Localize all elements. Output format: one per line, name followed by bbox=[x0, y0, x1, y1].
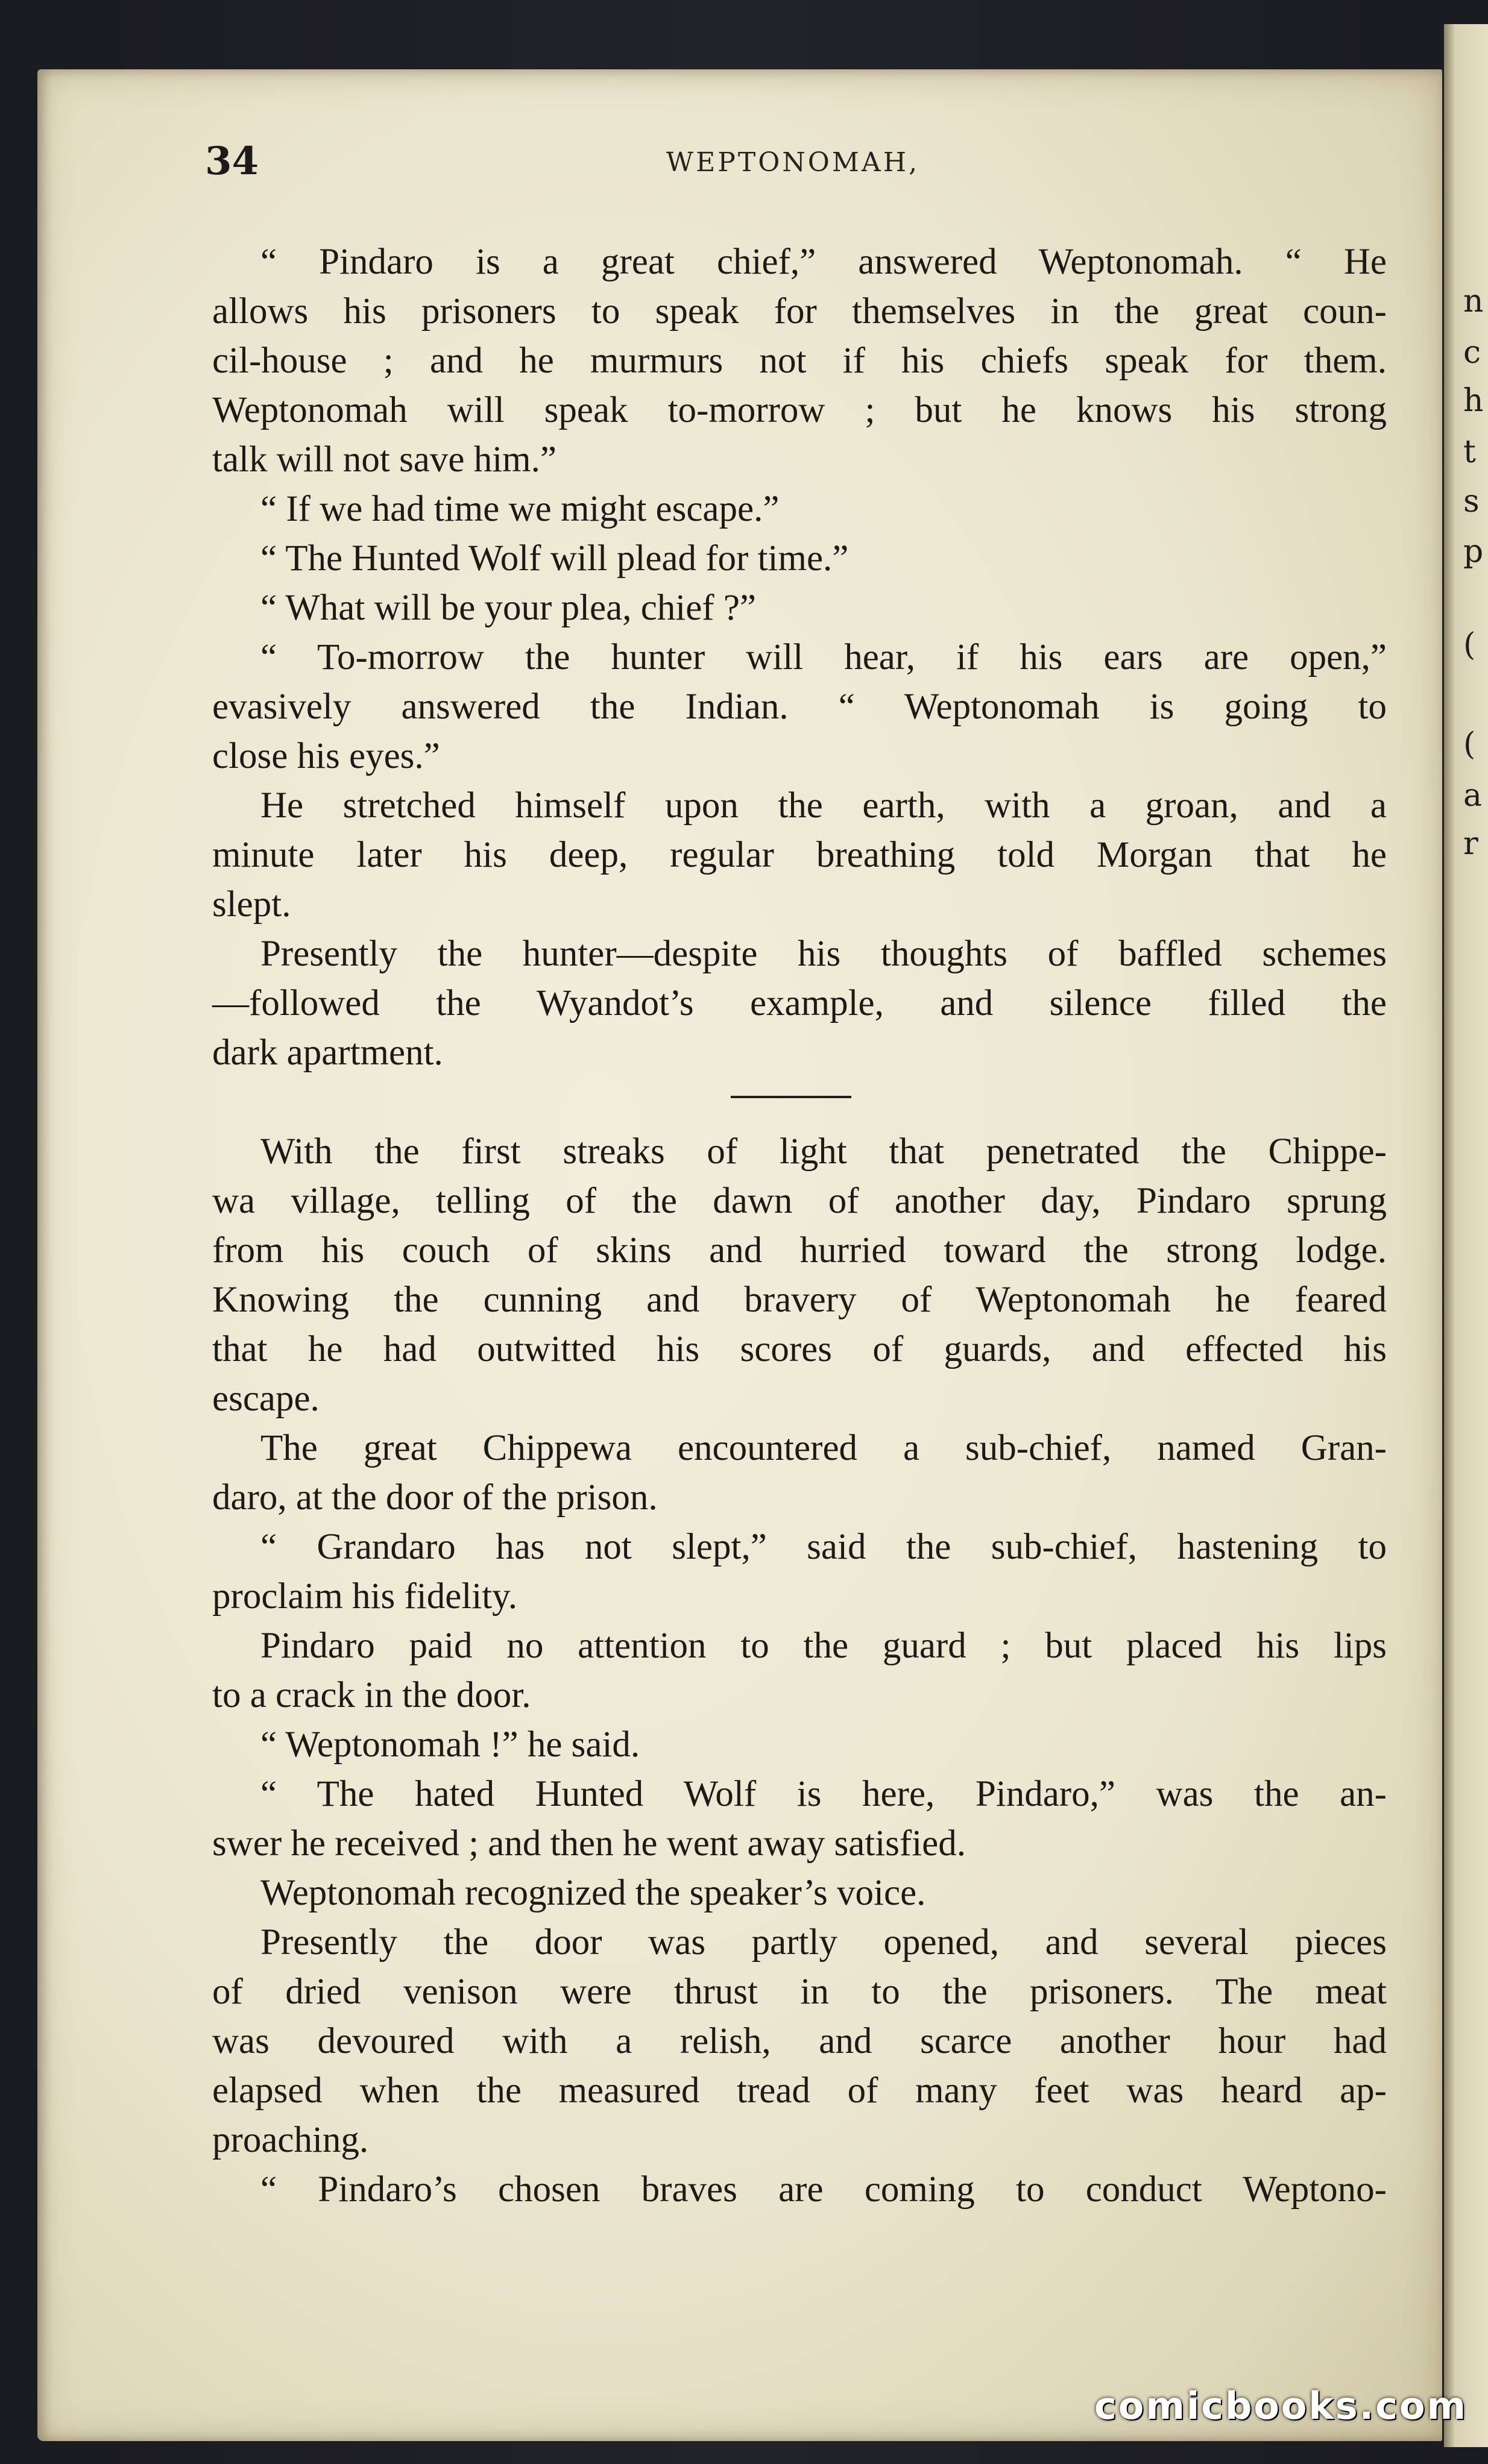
page-header bbox=[205, 139, 1381, 193]
page-number: 34 bbox=[205, 139, 259, 184]
running-head: WEPTONOMAH, bbox=[666, 147, 920, 178]
text-line: that he had outwitted his scores of guards, and effected his bbox=[212, 1329, 1387, 1369]
text-line: The great Chippewa encountered a sub-chief, named Gran- bbox=[260, 1428, 1387, 1468]
text-line: Weptonomah recognized the speaker’s voice. bbox=[260, 1873, 926, 1913]
text-line: elapsed when the measured tread of many feet was heard ap- bbox=[212, 2070, 1387, 2111]
text-line: talk will not save him.” bbox=[212, 439, 556, 480]
text-line: minute later his deep, regular breathing told Morgan that he bbox=[212, 835, 1387, 875]
text-line: “ Pindaro is a great chief,” answered Weptonomah. “ He bbox=[260, 242, 1387, 282]
text-line: evasively answered the Indian. “ Weptonomah is going to bbox=[212, 687, 1387, 727]
facing-page-fragment: h bbox=[1463, 383, 1484, 419]
text-line: “ Weptonomah !” he said. bbox=[260, 1724, 640, 1765]
facing-page-fragment: ( bbox=[1463, 726, 1476, 762]
text-line: “ The hated Hunted Wolf is here, Pindaro,” was the an- bbox=[260, 1774, 1387, 1814]
text-line: Weptonomah will speak to-morrow ; but he knows his strong bbox=[212, 390, 1387, 430]
text-line: “ Grandaro has not slept,” said the sub-chief, hastening to bbox=[260, 1527, 1387, 1567]
text-line: “ Pindaro’s chosen braves are coming to conduct Weptono- bbox=[260, 2169, 1387, 2210]
section-divider-row bbox=[212, 1078, 1387, 1127]
text-line: wa village, telling of the dawn of another day, Pindaro sprung bbox=[212, 1181, 1387, 1221]
text-line: dark apartment. bbox=[212, 1032, 443, 1073]
text-line: He stretched himself upon the earth, with a groan, and a bbox=[260, 785, 1387, 826]
facing-page-fragment: c bbox=[1463, 335, 1481, 371]
text-line: “ What will be your plea, chief ?” bbox=[260, 588, 757, 628]
text-line: from his couch of skins and hurried toward the strong lodge. bbox=[212, 1230, 1387, 1271]
text-line: daro, at the door of the prison. bbox=[212, 1477, 658, 1518]
facing-page-fragment: n bbox=[1463, 283, 1484, 319]
text-line: to a crack in the door. bbox=[212, 1675, 531, 1715]
facing-page-fragment: a bbox=[1463, 778, 1483, 814]
facing-page-fragment: r bbox=[1463, 826, 1478, 862]
facing-page-fragment: ( bbox=[1463, 627, 1476, 663]
text-line: slept. bbox=[212, 884, 291, 925]
facing-page-fragment: p bbox=[1463, 533, 1484, 570]
facing-page-fragment: s bbox=[1463, 483, 1480, 520]
text-line: of dried venison were thrust in to the prisoners. The meat bbox=[212, 1972, 1387, 2012]
text-line: was devoured with a relish, and scarce another hour had bbox=[212, 2021, 1387, 2061]
text-line: “ The Hunted Wolf will plead for time.” bbox=[260, 538, 849, 579]
text-line: escape. bbox=[212, 1378, 320, 1419]
text-line: Pindaro paid no attention to the guard ; but placed his lips bbox=[260, 1626, 1387, 1666]
text-line: close his eyes.” bbox=[212, 736, 440, 776]
text-line: With the first streaks of light that penetrated the Chippe- bbox=[260, 1131, 1387, 1172]
text-line: “ If we had time we might escape.” bbox=[260, 489, 780, 529]
section-divider bbox=[731, 1096, 851, 1098]
text-line: allows his prisoners to speak for themselves in the great coun- bbox=[212, 291, 1387, 332]
facing-page-edge bbox=[1444, 24, 1488, 2447]
text-line: “ To-morrow the hunter will hear, if his ears are open,” bbox=[260, 637, 1387, 677]
text-line: Knowing the cunning and bravery of Weptonomah he feared bbox=[212, 1280, 1387, 1320]
text-line: Presently the door was partly opened, and several pieces bbox=[260, 1922, 1387, 1963]
text-line: cil-house ; and he murmurs not if his chiefs speak for them. bbox=[212, 341, 1387, 381]
text-line: proaching. bbox=[212, 2120, 369, 2160]
facing-page-fragment: t bbox=[1463, 434, 1476, 470]
body-text bbox=[212, 237, 1387, 2214]
text-line: —followed the Wyandot’s example, and silence filled the bbox=[212, 983, 1387, 1023]
text-line: Presently the hunter—despite his thoughts of baffled schemes bbox=[260, 934, 1387, 974]
site-watermark: comicbooks.com bbox=[1094, 2384, 1468, 2428]
text-line: swer he received ; and then he went away satisfied. bbox=[212, 1823, 966, 1864]
text-line: proclaim his fidelity. bbox=[212, 1576, 517, 1617]
